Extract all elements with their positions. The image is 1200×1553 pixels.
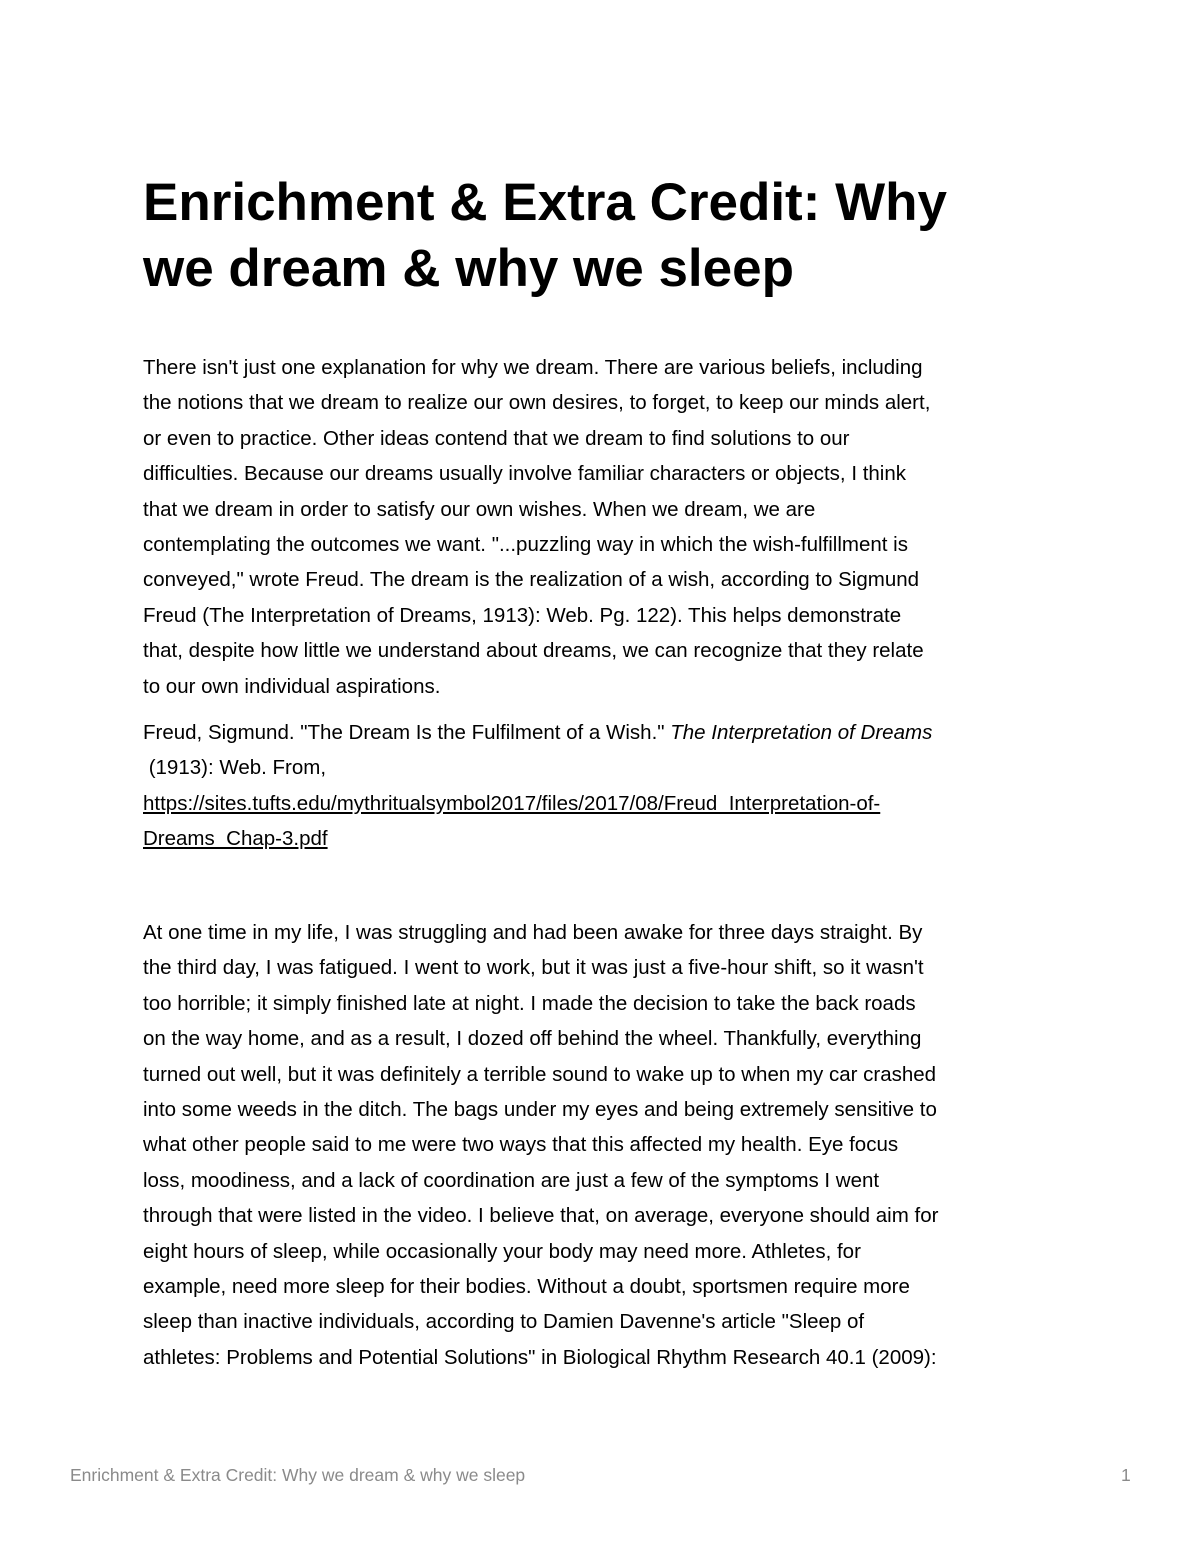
text-line: contemplating the outcomes we want. "...puzzling way in which the wish-fulfillment is	[143, 533, 908, 557]
text-line: There isn't just one explanation for why we dream. There are various beliefs, including	[143, 356, 923, 379]
citation-book-title: The Interpretation of Dreams	[670, 721, 933, 744]
citation-link[interactable]: https://sites.tufts.edu/mythritualsymbol2017/files/2017/08/Freud_Interpretation-of-	[143, 791, 881, 815]
citation	[143, 715, 932, 857]
text-line: on the way home, and as a result, I dozed off behind the wheel. Thankfully, everything	[143, 1027, 922, 1051]
text-line: eight hours of sleep, while occasionally your body may need more. Athletes, for	[143, 1239, 861, 1263]
text-line: that we dream in order to satisfy our own wishes. When we dream, we are	[143, 497, 816, 521]
title-line: we dream & why we sleep	[143, 239, 794, 298]
text-line: sleep than inactive individuals, according to Damien Davenne's article "Sleep of	[143, 1310, 865, 1334]
text-line: or even to practice. Other ideas contend that we dream to find solutions to our	[143, 426, 850, 450]
text-line: difficulties. Because our dreams usually involve familiar characters or objects, I think	[143, 462, 907, 486]
text-line: Freud (The Interpretation of Dreams, 1913): Web. Pg. 122). This helps demonstrate	[143, 603, 902, 627]
text-line: loss, moodiness, and a lack of coordination are just a few of the symptoms I went	[143, 1168, 880, 1192]
text-line: the third day, I was fatigued. I went to work, but it was just a five-hour shift, so it wasn't	[143, 956, 924, 980]
citation-link-continued[interactable]: Dreams_Chap-3.pdf	[143, 827, 328, 851]
text-line: too horrible; it simply finished late at night. I made the decision to take the back roads	[143, 991, 916, 1015]
title-line: Enrichment & Extra Credit: Why	[143, 173, 947, 232]
text-line: turned out well, but it was definitely a terrible sound to wake up to when my car crashed	[143, 1062, 937, 1086]
page-footer: Enrichment & Extra Credit: Why we dream & why we sleep	[70, 1465, 526, 1485]
citation-text: Freud, Sigmund. "The Dream Is the Fulfilment of a Wish."	[143, 721, 671, 744]
text-line: conveyed," wrote Freud. The dream is the realization of a wish, according to Sigmund	[143, 568, 920, 592]
paragraph-dreams	[143, 350, 930, 704]
text-line: athletes: Problems and Potential Solutions" in Biological Rhythm Research 40.1 (2009):	[143, 1345, 937, 1369]
text-line: through that were listed in the video. I believe that, on average, everyone should aim for	[143, 1204, 939, 1228]
text-line: At one time in my life, I was struggling and had been awake for three days straight. By	[143, 921, 923, 944]
text-line: that, despite how little we understand about dreams, we can recognize that they relate	[143, 639, 924, 663]
text-line: what other people said to me were two ways that this affected my health. Eye focus	[143, 1133, 899, 1157]
text-line: example, need more sleep for their bodies. Without a doubt, sportsmen require more	[143, 1275, 910, 1299]
text-line: into some weeds in the ditch. The bags under my eyes and being extremely sensitive to	[143, 1098, 937, 1122]
paragraph-sleep	[143, 915, 938, 1375]
text-line: the notions that we dream to realize our own desires, to forget, to keep our minds alert,	[143, 391, 931, 415]
document-title	[143, 170, 947, 302]
page-number: 1	[1121, 1465, 1131, 1485]
citation-line2: (1913): Web. From,	[143, 756, 327, 780]
text-line: to our own individual aspirations.	[143, 674, 441, 698]
